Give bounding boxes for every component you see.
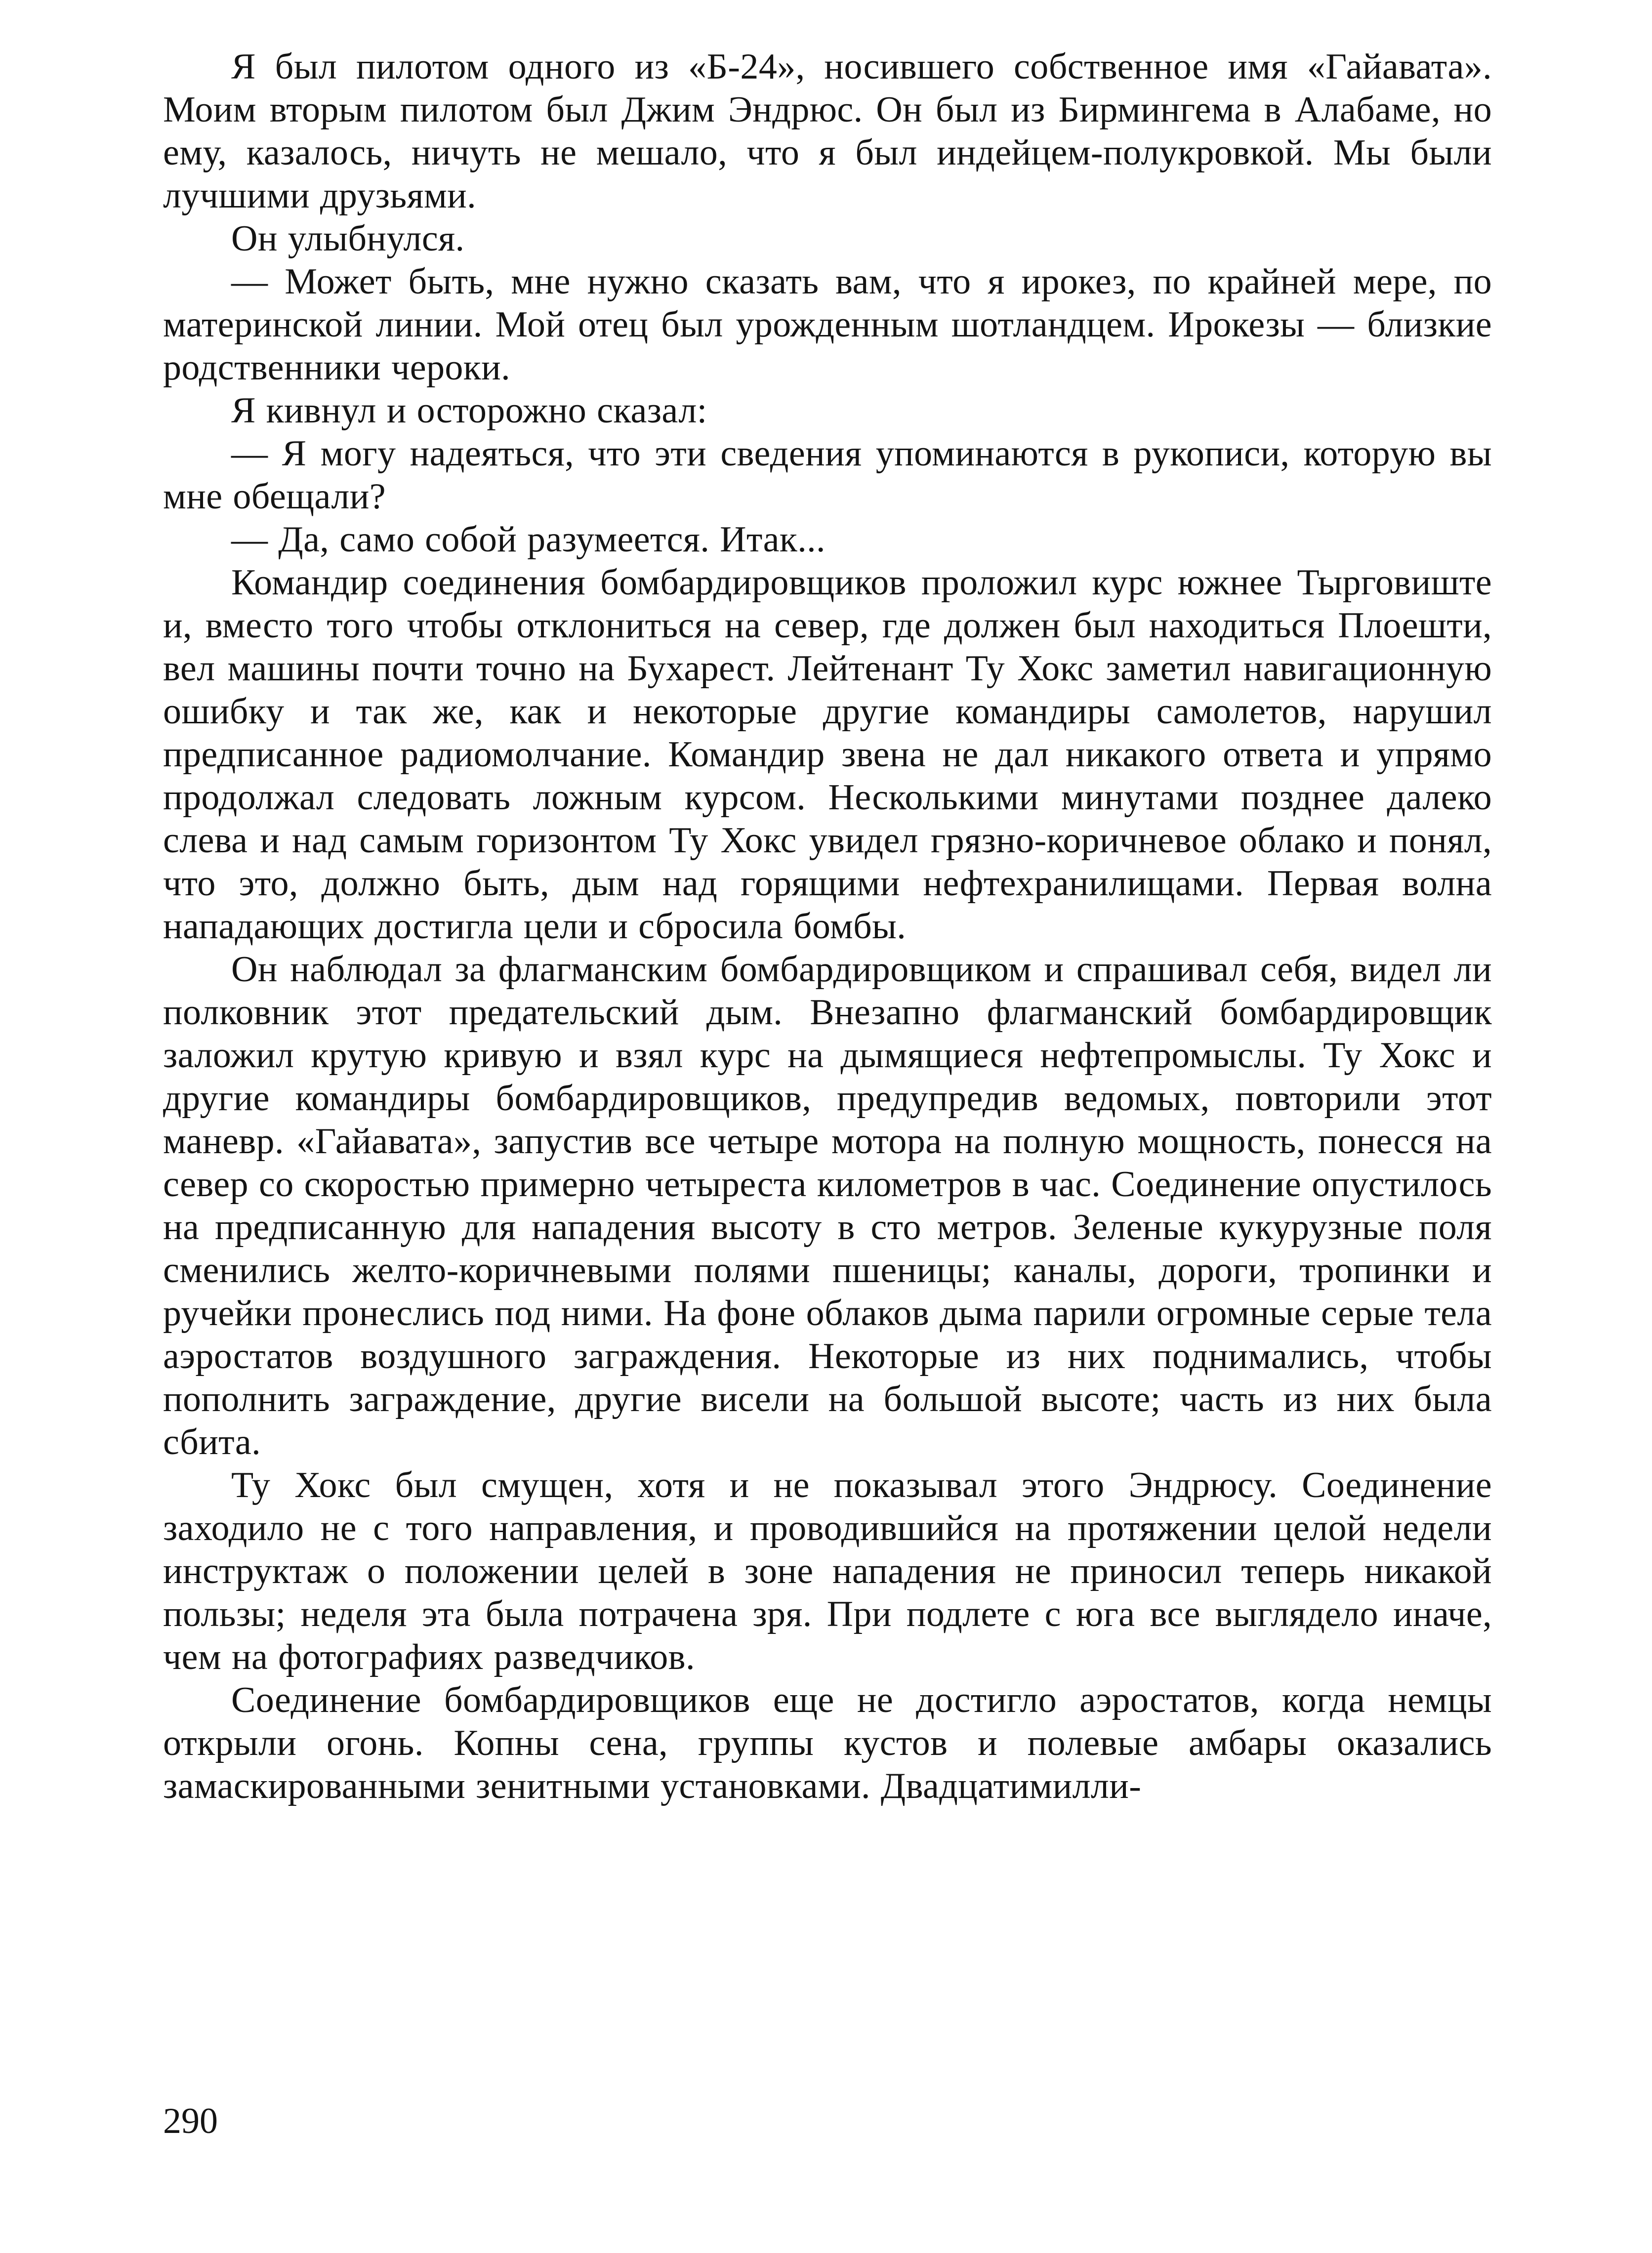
paragraph-4: Я кивнул и осторожно сказал: <box>231 390 707 431</box>
body-text <box>163 45 1492 1808</box>
paragraph-5: — Я могу надеяться, что эти сведения упоминаются в рукописи, которую вы мне обещали? <box>163 433 1492 517</box>
paragraph-7: Командир соединения бомбардировщиков проложил курс южнее Тырговиште и, вместо того чтобы отклониться на север, где должен был находиться Плоешти, вел машины почти точно на Бухарест. Лейтенант Ту Хокс заметил навигационную ошибку и так же, как и некоторые другие командиры самолетов, нарушил предписанное радиомолчание. Командир звена не дал никакого ответа и упрямо продолжал следовать ложным курсом. Несколькими минутами позднее далеко слева и над самым горизонтом Ту Хокс увидел грязно-коричневое облако и понял, что это, должно быть, дым над горящими нефтехранилищами. Первая волна нападающих достигла цели и сбросила бомбы. <box>163 562 1492 947</box>
paragraph-10: Соединение бомбардировщиков еще не достигло аэростатов, когда немцы открыли огонь. Копны сена, группы кустов и полевые амбары оказались замаскированными зенитными установками. Двадцатимилли- <box>163 1680 1492 1806</box>
paragraph-1: Я был пилотом одного из «Б-24», носившего собственное имя «Гайавата». Моим вторым пилотом был Джим Эндрюс. Он был из Бирмингема в Алабаме, но ему, казалось, ничуть не мешало, что я был индейцем-полукровкой. Мы были лучшими друзьями. <box>163 46 1492 216</box>
paragraph-6: — Да, само собой разумеется. Итак... <box>231 519 826 560</box>
page-number: 290 <box>163 2101 218 2141</box>
paragraph-2: Он улыбнулся. <box>231 218 465 259</box>
paragraph-9: Ту Хокс был смущен, хотя и не показывал этого Эндрюсу. Соединение заходило не с того направления, и проводившийся на протяжении целой недели инструктаж о положении целей в зоне нападения не приносил теперь никакой пользы; неделя эта была потрачена зря. При подлете с юга все выглядело иначе, чем на фотографиях разведчиков. <box>163 1465 1492 1677</box>
paragraph-8: Он наблюдал за флагманским бомбардировщиком и спрашивал себя, видел ли полковник этот предательский дым. Внезапно флагманский бомбардировщик заложил крутую кривую и взял курс на дымящиеся нефтепромыслы. Ту Хокс и другие командиры бомбардировщиков, предупредив ведомых, повторили этот маневр. «Гайавата», запустив все четыре мотора на полную мощность, понесся на север со скоростью примерно четыреста километров в час. Соединение опустилось на предписанную для нападения высоту в сто метров. Зеленые кукурузные поля сменились желто-коричневыми полями пшеницы; каналы, дороги, тропинки и ручейки пронеслись под ними. На фоне облаков дыма парили огромные серые тела аэростатов воздушного заграждения. Некоторые из них поднимались, чтобы пополнить заграждение, другие висели на большой высоте; часть из них была сбита. <box>163 949 1492 1462</box>
paragraph-3: — Может быть, мне нужно сказать вам, что я ирокез, по крайней мере, по материнской линии. Мой отец был урожденным шотландцем. Ирокезы — близкие родственники чероки. <box>163 261 1492 388</box>
